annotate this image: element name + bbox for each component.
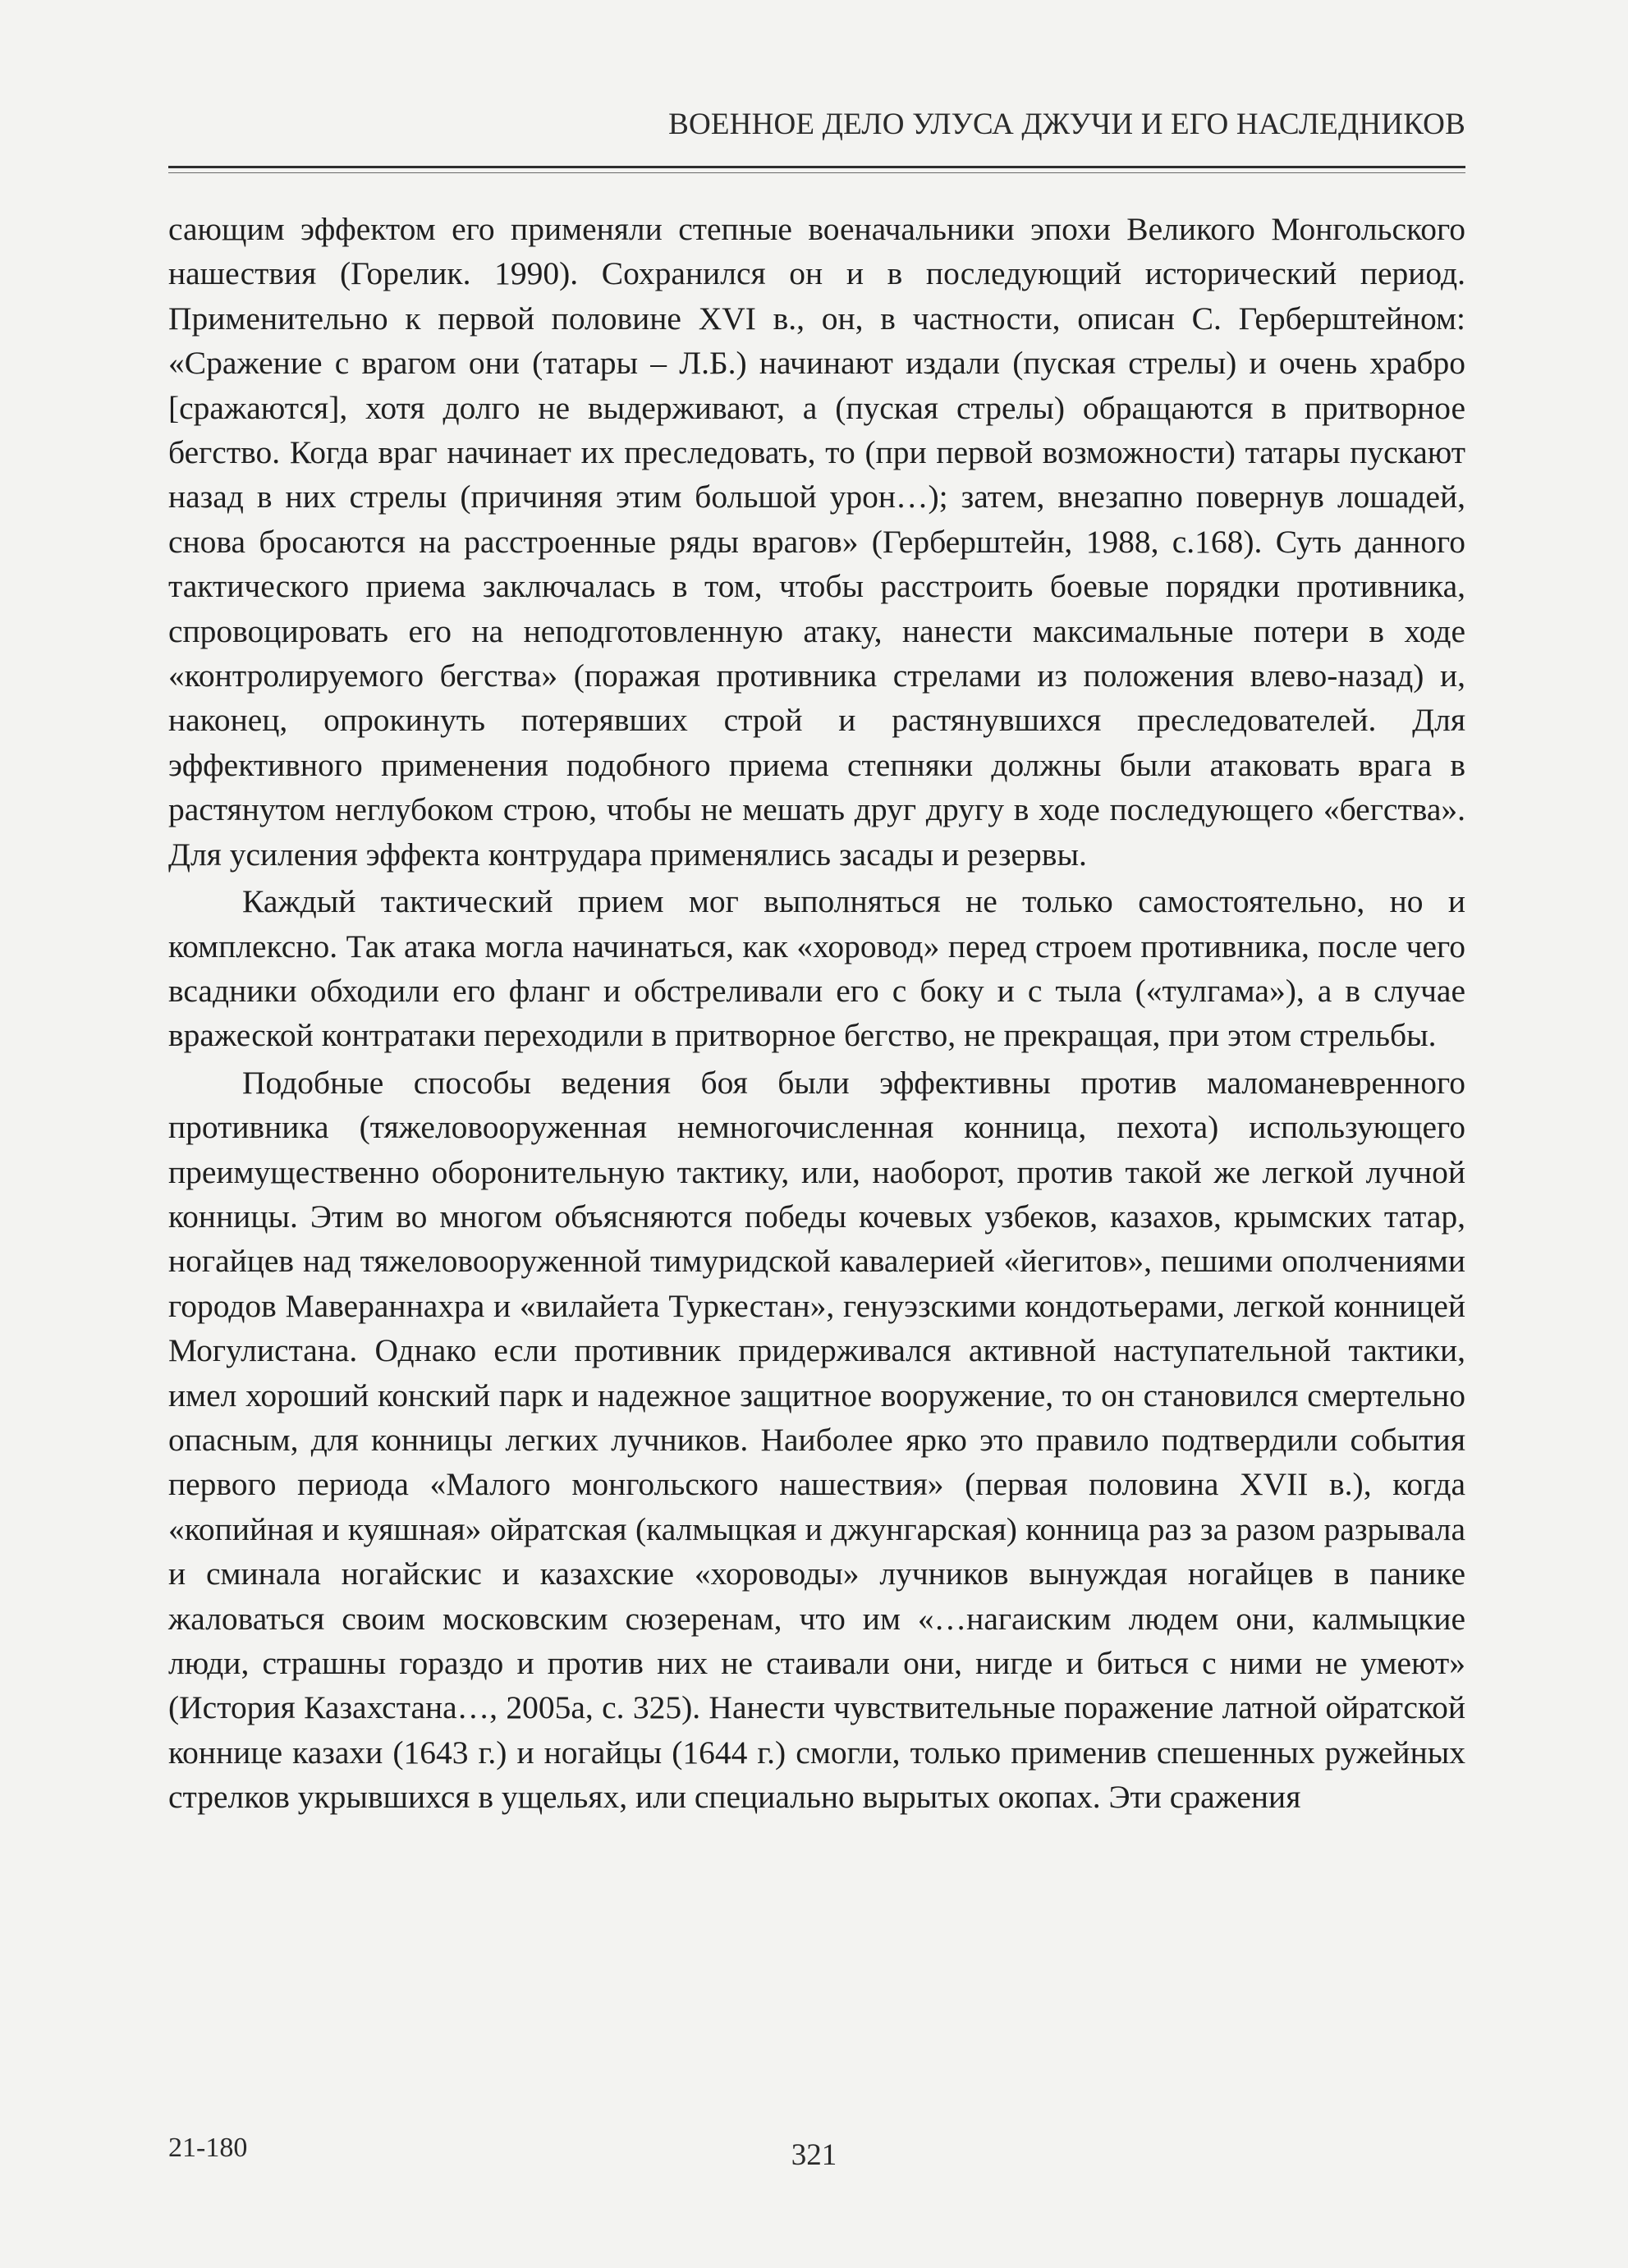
header-rule-thin — [168, 172, 1465, 173]
paragraph: Каждый тактический прием мог выполняться не только самостоятельно, но и комплексно. Так атака могла начинаться, как «хоровод» перед строем противника, после чего всадники обходили его фланг и обстреливали его с боку и с тыла («тулгама»), а в случае вражеской контратаки переходили в притворное бегство, не прекращая, при этом стрельбы. — [168, 883, 1465, 1054]
signature-code: 21-180 — [168, 2133, 248, 2163]
page-number: 321 — [791, 2138, 837, 2172]
paragraph: Подобные способы ведения боя были эффективны против маломаневренного противника (тяжеловооруженная немногочисленная конница, пехота) использующего преимущественно оборонительную тактику, или, наоборот, против такой же легкой лучной конницы. Этим во многом объясняются победы кочевых узбеков, казахов, крымских татар, ногайцев над тяжеловооруженной тимуридской кавалерией «йегитов», пешими ополчениями городов Мавераннахра и «вилайета Туркестан», генуэзскими кондотьерами, легкой конницей Могулистана. Однако если противник придерживался активной наступательной тактики, имел хороший конский парк и надежное защитное вооружение, то он становился смертельно опасным, для конницы легких лучников. Наиболее ярко это правило подтвердили события первого периода «Малого монгольского нашествия» (первая половина XVII в.), когда «копийная и куяшная» ойратская (калмыцкая и джунгарская) конница раз за разом разрывала и сминала ногайскис и казахские «хороводы» лучников вынуждая ногайцев в панике жаловаться своим московским сюзеренам, что им «…нагаиским людем они, калмыцкие люди, страшны гораздо и против них не стаивали они, нигде и биться с ними не умеют» (История Казахстана…, 2005а, с. 325). Нанести чувствительные поражение латной ойратской коннице казахи (1643 г.) и ногайцы (1644 г.) смогли, только применив спешенных ружейных стрелков укрывшихся в ущельях, или специально вырытых окопах. Эти сражения — [168, 1064, 1465, 1816]
main-text — [168, 207, 1465, 1820]
paragraph-continuation: сающим эффектом его применяли степные военачальники эпохи Великого Монгольского нашествия (Горелик. 1990). Сохранился он и в последующий исторический период. Применительно к первой половине XVI в., он, в частности, описан С. Герберштейном: «Сражение с врагом они (татары – Л.Б.) начинают издали (пуская стрелы) и очень храбро [сражаются], хотя долго не выдерживают, а (пуская стрелы) обращаются в притворное бегство. Когда враг начинает их преследовать, то (при первой возможности) татары пускают назад в них стрелы (причиняя этим большой урон…); затем, внезапно повернув лошадей, снова бросаются на расстроенные ряды врагов» (Герберштейн, 1988, с.168). Суть данного тактического приема заключалась в том, чтобы расстроить боевые порядки противника, спровоцировать его на неподготовленную атаку, нанести максимальные потери в ходе «контролируемого бегства» (поражая противника стрелами из положения влево-назад) и, наконец, опрокинуть потерявших строй и растянувшихся преследователей. Для эффективного применения подобного приема степняки должны были атаковать врага в растянутом неглубоком строю, чтобы не мешать друг другу в ходе последующего «бегства». Для усиления эффекта контрудара применялись засады и резервы. — [168, 211, 1465, 873]
header-rule-thick — [168, 166, 1465, 168]
running-head-title: ВОЕННОЕ ДЕЛО УЛУСА ДЖУЧИ И ЕГО НАСЛЕДНИКОВ — [668, 108, 1465, 141]
